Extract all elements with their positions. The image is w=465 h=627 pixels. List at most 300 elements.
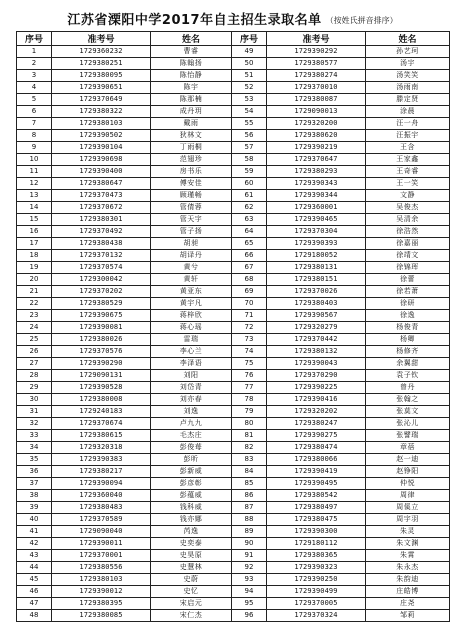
cell-name: 史奕泰 xyxy=(151,538,232,550)
cell-exam-number: 1729360232 xyxy=(52,46,151,58)
cell-index: 86 xyxy=(232,490,267,502)
cell-name: 彭新威 xyxy=(151,466,232,478)
cell-name: 徐嘉丽 xyxy=(366,238,450,250)
cell-name: 赵一迪 xyxy=(366,454,450,466)
cell-exam-number: 1729390290 xyxy=(52,358,151,370)
cell-index: 12 xyxy=(17,178,52,190)
table-row xyxy=(17,202,450,214)
cell-name: 宋仁杰 xyxy=(151,610,232,622)
cell-name: 杨修齐 xyxy=(366,346,450,358)
table-row xyxy=(17,82,450,94)
cell-name: 徐若萧 xyxy=(366,286,450,298)
cell-index: 1 xyxy=(17,46,52,58)
table-row xyxy=(17,502,450,514)
cell-exam-number: 1729360040 xyxy=(52,490,151,502)
cell-index: 34 xyxy=(17,442,52,454)
cell-exam-number: 1729390400 xyxy=(52,166,151,178)
cell-index: 51 xyxy=(232,70,267,82)
cell-exam-number: 1729380301 xyxy=(52,214,151,226)
header-exam-number-left: 准考号 xyxy=(52,32,151,46)
cell-index: 81 xyxy=(232,430,267,442)
cell-index: 91 xyxy=(232,550,267,562)
cell-exam-number: 1729390343 xyxy=(267,178,366,190)
cell-exam-number: 1729390393 xyxy=(267,238,366,250)
cell-exam-number: 1729380085 xyxy=(52,610,151,622)
cell-index: 37 xyxy=(17,478,52,490)
table-row xyxy=(17,250,450,262)
cell-name: 张翰之 xyxy=(366,394,450,406)
cell-exam-number: 1729380483 xyxy=(52,502,151,514)
cell-index: 75 xyxy=(232,358,267,370)
table-row xyxy=(17,526,450,538)
cell-exam-number: 1729390225 xyxy=(267,382,366,394)
cell-index: 35 xyxy=(17,454,52,466)
cell-exam-number: 1729370574 xyxy=(52,262,151,274)
cell-index: 48 xyxy=(17,610,52,622)
cell-exam-number: 1729390104 xyxy=(52,142,151,154)
cell-name: 汪振宇 xyxy=(366,130,450,142)
cell-name: 钱科威 xyxy=(151,502,232,514)
cell-index: 68 xyxy=(232,274,267,286)
cell-index: 71 xyxy=(232,310,267,322)
table-row xyxy=(17,466,450,478)
cell-exam-number: 1729390528 xyxy=(52,382,151,394)
cell-exam-number: 1729370649 xyxy=(52,94,151,106)
cell-exam-number: 1729370026 xyxy=(267,286,366,298)
table-row xyxy=(17,226,450,238)
cell-exam-number: 1729390081 xyxy=(52,322,151,334)
cell-name: 钱亦娜 xyxy=(151,514,232,526)
table-row xyxy=(17,286,450,298)
cell-index: 74 xyxy=(232,346,267,358)
cell-index: 76 xyxy=(232,370,267,382)
cell-exam-number: 1729390465 xyxy=(267,214,366,226)
cell-index: 56 xyxy=(232,130,267,142)
cell-index: 83 xyxy=(232,454,267,466)
cell-index: 84 xyxy=(232,466,267,478)
cell-index: 52 xyxy=(232,82,267,94)
title-row xyxy=(0,2,465,28)
table-row xyxy=(17,406,450,418)
cell-name: 朱韵迪 xyxy=(366,574,450,586)
cell-name: 刘逸 xyxy=(151,406,232,418)
cell-index: 15 xyxy=(17,214,52,226)
cell-name: 杨俊青 xyxy=(366,322,450,334)
cell-name: 陈宇 xyxy=(151,82,232,94)
cell-name: 刘亦春 xyxy=(151,394,232,406)
cell-index: 62 xyxy=(232,202,267,214)
cell-exam-number: 1729370304 xyxy=(267,226,366,238)
cell-name: 彭俊苺 xyxy=(151,442,232,454)
cell-exam-number: 1729390094 xyxy=(52,478,151,490)
cell-name: 徐浩然 xyxy=(366,226,450,238)
table-row xyxy=(17,430,450,442)
cell-exam-number: 1729380647 xyxy=(52,178,151,190)
cell-index: 45 xyxy=(17,574,52,586)
cell-exam-number: 1729380474 xyxy=(267,442,366,454)
cell-name: 傅安佳 xyxy=(151,178,232,190)
table-row xyxy=(17,574,450,586)
cell-name: 黄宇凡 xyxy=(151,298,232,310)
table-row xyxy=(17,298,450,310)
cell-name: 陈那楠 xyxy=(151,94,232,106)
cell-name: 汤雨南 xyxy=(366,82,450,94)
cell-index: 16 xyxy=(17,226,52,238)
header-index-right: 序号 xyxy=(232,32,267,46)
cell-exam-number: 1729390499 xyxy=(267,586,366,598)
cell-name: 徐研 xyxy=(366,298,450,310)
table-row xyxy=(17,94,450,106)
table-row xyxy=(17,514,450,526)
cell-name: 狄林文 xyxy=(151,130,232,142)
cell-exam-number: 1729390012 xyxy=(52,586,151,598)
cell-index: 13 xyxy=(17,190,52,202)
cell-exam-number: 1729380087 xyxy=(267,94,366,106)
cell-name: 彭蕴威 xyxy=(151,490,232,502)
cell-index: 27 xyxy=(17,358,52,370)
cell-index: 79 xyxy=(232,406,267,418)
cell-name: 袁子钦 xyxy=(366,370,450,382)
cell-index: 59 xyxy=(232,166,267,178)
cell-name: 周律 xyxy=(366,490,450,502)
cell-exam-number: 1729320200 xyxy=(267,118,366,130)
cell-index: 25 xyxy=(17,334,52,346)
cell-exam-number: 1729360001 xyxy=(267,202,366,214)
table-row xyxy=(17,130,450,142)
cell-index: 38 xyxy=(17,490,52,502)
cell-exam-number: 1729370473 xyxy=(52,190,151,202)
cell-exam-number: 1729390323 xyxy=(267,562,366,574)
cell-index: 77 xyxy=(232,382,267,394)
cell-index: 30 xyxy=(17,394,52,406)
cell-index: 40 xyxy=(17,514,52,526)
header-name-right: 姓名 xyxy=(366,32,450,46)
cell-exam-number: 1729380217 xyxy=(52,466,151,478)
table-row xyxy=(17,394,450,406)
cell-index: 21 xyxy=(17,286,52,298)
cell-name: 朱文渊 xyxy=(366,538,450,550)
cell-exam-number: 1729380529 xyxy=(52,298,151,310)
cell-exam-number: 1729380475 xyxy=(267,514,366,526)
cell-index: 49 xyxy=(232,46,267,58)
cell-name: 朱霄 xyxy=(366,550,450,562)
table-row xyxy=(17,538,450,550)
table-row xyxy=(17,274,450,286)
cell-exam-number: 1729370132 xyxy=(52,250,151,262)
cell-index: 65 xyxy=(232,238,267,250)
cell-exam-number: 1729390675 xyxy=(52,310,151,322)
cell-exam-number: 1729380008 xyxy=(52,394,151,406)
cell-name: 房书乐 xyxy=(151,166,232,178)
cell-name: 吴清余 xyxy=(366,214,450,226)
cell-exam-number: 1729380577 xyxy=(267,58,366,70)
cell-name: 史昊原 xyxy=(151,550,232,562)
cell-exam-number: 1729380322 xyxy=(52,106,151,118)
cell-name: 张譬瑞 xyxy=(366,430,450,442)
cell-index: 53 xyxy=(232,94,267,106)
cell-index: 5 xyxy=(17,94,52,106)
cell-name: 王一笑 xyxy=(366,178,450,190)
header-row xyxy=(17,32,450,46)
cell-name: 彭昕 xyxy=(151,454,232,466)
table-row xyxy=(17,610,450,622)
document-title: 江苏省溧阳中学2017年自主招生录取名单 xyxy=(67,13,322,28)
cell-name: 朱灵 xyxy=(366,526,450,538)
cell-exam-number: 1729380620 xyxy=(267,130,366,142)
cell-exam-number: 1729380365 xyxy=(267,550,366,562)
cell-name: 朱永杰 xyxy=(366,562,450,574)
cell-index: 90 xyxy=(232,538,267,550)
cell-index: 14 xyxy=(17,202,52,214)
cell-index: 39 xyxy=(17,502,52,514)
cell-exam-number: 1729390043 xyxy=(267,358,366,370)
cell-name: 胡译丹 xyxy=(151,250,232,262)
cell-index: 60 xyxy=(232,178,267,190)
cell-exam-number: 1729380438 xyxy=(52,238,151,250)
table-row xyxy=(17,70,450,82)
table-row xyxy=(17,190,450,202)
cell-index: 3 xyxy=(17,70,52,82)
cell-name: 汤宇 xyxy=(366,58,450,70)
table-row xyxy=(17,418,450,430)
cell-index: 95 xyxy=(232,598,267,610)
cell-exam-number: 1729180052 xyxy=(267,250,366,262)
table-row xyxy=(17,442,450,454)
cell-name: 庄尧 xyxy=(366,598,450,610)
table-row xyxy=(17,358,450,370)
cell-name: 杨卿 xyxy=(366,334,450,346)
table-row xyxy=(17,106,450,118)
cell-index: 2 xyxy=(17,58,52,70)
cell-exam-number: 1729390383 xyxy=(52,454,151,466)
header-exam-number-right: 准考号 xyxy=(267,32,366,46)
cell-exam-number: 1729370442 xyxy=(267,334,366,346)
table-row xyxy=(17,490,450,502)
cell-index: 42 xyxy=(17,538,52,550)
cell-name: 管天宇 xyxy=(151,214,232,226)
table-row xyxy=(17,214,450,226)
cell-exam-number: 1729370674 xyxy=(52,418,151,430)
cell-exam-number: 1729380497 xyxy=(267,502,366,514)
cell-name: 刘岱青 xyxy=(151,382,232,394)
cell-index: 63 xyxy=(232,214,267,226)
cell-name: 徐蕾 xyxy=(366,274,450,286)
cell-exam-number: 1729380403 xyxy=(267,298,366,310)
cell-name: 张莫文 xyxy=(366,406,450,418)
cell-name: 孙艺珂 xyxy=(366,46,450,58)
cell-index: 4 xyxy=(17,82,52,94)
cell-index: 43 xyxy=(17,550,52,562)
cell-index: 58 xyxy=(232,154,267,166)
cell-name: 邹莉 xyxy=(366,610,450,622)
cell-index: 64 xyxy=(232,226,267,238)
cell-name: 汤笑笑 xyxy=(366,70,450,82)
cell-name: 汪一舟 xyxy=(366,118,450,130)
cell-name: 周宇羽 xyxy=(366,514,450,526)
table-row xyxy=(17,46,450,58)
cell-name: 文静 xyxy=(366,190,450,202)
cell-name: 章蓓 xyxy=(366,442,450,454)
cell-name: 王奇睿 xyxy=(366,166,450,178)
cell-index: 19 xyxy=(17,262,52,274)
cell-exam-number: 1729390698 xyxy=(52,154,151,166)
cell-name: 史忆 xyxy=(151,586,232,598)
cell-index: 69 xyxy=(232,286,267,298)
cell-index: 6 xyxy=(17,106,52,118)
cell-index: 70 xyxy=(232,298,267,310)
cell-exam-number: 1729090013 xyxy=(267,106,366,118)
cell-name: 胡昶 xyxy=(151,238,232,250)
cell-name: 顾瑾畅 xyxy=(151,190,232,202)
table-row xyxy=(17,262,450,274)
table-row xyxy=(17,154,450,166)
cell-name: 管子扬 xyxy=(151,226,232,238)
cell-exam-number: 1729390219 xyxy=(267,142,366,154)
cell-index: 9 xyxy=(17,142,52,154)
cell-exam-number: 1729320318 xyxy=(52,442,151,454)
table-row xyxy=(17,166,450,178)
cell-name: 陈翰扬 xyxy=(151,58,232,70)
cell-name: 黄轩 xyxy=(151,274,232,286)
cell-name: 曾丹 xyxy=(366,382,450,394)
cell-exam-number: 1729390292 xyxy=(267,46,366,58)
table-row xyxy=(17,58,450,70)
table-row xyxy=(17,562,450,574)
cell-index: 44 xyxy=(17,562,52,574)
cell-index: 55 xyxy=(232,118,267,130)
cell-index: 23 xyxy=(17,310,52,322)
cell-index: 96 xyxy=(232,610,267,622)
cell-name: 成丹玥 xyxy=(151,106,232,118)
cell-index: 87 xyxy=(232,502,267,514)
table-row xyxy=(17,178,450,190)
cell-index: 22 xyxy=(17,298,52,310)
cell-exam-number: 1729380132 xyxy=(267,346,366,358)
cell-name: 芮逸 xyxy=(151,526,232,538)
cell-index: 85 xyxy=(232,478,267,490)
table-header xyxy=(17,32,450,46)
cell-name: 庄皓博 xyxy=(366,586,450,598)
table-row xyxy=(17,454,450,466)
cell-name: 徐逸 xyxy=(366,310,450,322)
cell-index: 93 xyxy=(232,574,267,586)
cell-exam-number: 1729390416 xyxy=(267,394,366,406)
cell-index: 72 xyxy=(232,322,267,334)
cell-exam-number: 1729390344 xyxy=(267,190,366,202)
cell-exam-number: 1729380151 xyxy=(267,274,366,286)
cell-exam-number: 1729370576 xyxy=(52,346,151,358)
cell-name: 滕定贤 xyxy=(366,94,450,106)
cell-exam-number: 1729240183 xyxy=(52,406,151,418)
cell-exam-number: 1729380251 xyxy=(52,58,151,70)
cell-name: 陈怡静 xyxy=(151,70,232,82)
cell-exam-number: 1729370647 xyxy=(267,154,366,166)
cell-name: 范翅珍 xyxy=(151,154,232,166)
document-subtitle: （按姓氏拼音排序） xyxy=(325,16,398,25)
cell-exam-number: 1729320279 xyxy=(267,322,366,334)
cell-exam-number: 1729380395 xyxy=(52,598,151,610)
cell-index: 20 xyxy=(17,274,52,286)
cell-name: 李泽语 xyxy=(151,358,232,370)
header-name-left: 姓名 xyxy=(151,32,232,46)
cell-exam-number: 1729370202 xyxy=(52,286,151,298)
cell-exam-number: 1729180112 xyxy=(267,538,366,550)
table-row xyxy=(17,334,450,346)
cell-exam-number: 1729380293 xyxy=(267,166,366,178)
cell-index: 57 xyxy=(232,142,267,154)
table-row xyxy=(17,238,450,250)
cell-index: 17 xyxy=(17,238,52,250)
cell-index: 29 xyxy=(17,382,52,394)
cell-index: 24 xyxy=(17,322,52,334)
cell-index: 32 xyxy=(17,418,52,430)
cell-exam-number: 1729390567 xyxy=(267,310,366,322)
cell-exam-number: 1729390275 xyxy=(267,430,366,442)
cell-index: 78 xyxy=(232,394,267,406)
cell-name: 彭彦彰 xyxy=(151,478,232,490)
cell-index: 36 xyxy=(17,466,52,478)
table-row xyxy=(17,550,450,562)
cell-name: 张沁儿 xyxy=(366,418,450,430)
cell-exam-number: 1729380095 xyxy=(52,70,151,82)
cell-exam-number: 1729390300 xyxy=(267,526,366,538)
cell-name: 黄兮 xyxy=(151,262,232,274)
cell-exam-number: 1729390502 xyxy=(52,130,151,142)
cell-index: 89 xyxy=(232,526,267,538)
admission-table xyxy=(16,31,450,622)
cell-exam-number: 1729370672 xyxy=(52,202,151,214)
cell-name: 吴俊杰 xyxy=(366,202,450,214)
cell-exam-number: 1729380103 xyxy=(52,118,151,130)
cell-exam-number: 1729370492 xyxy=(52,226,151,238)
table-row xyxy=(17,310,450,322)
cell-exam-number: 1729370001 xyxy=(52,550,151,562)
table-row xyxy=(17,346,450,358)
cell-index: 61 xyxy=(232,190,267,202)
cell-name: 雷瑞 xyxy=(151,334,232,346)
cell-exam-number: 1729380615 xyxy=(52,430,151,442)
cell-index: 8 xyxy=(17,130,52,142)
cell-name: 宋启元 xyxy=(151,598,232,610)
cell-index: 41 xyxy=(17,526,52,538)
cell-exam-number: 1729370290 xyxy=(267,370,366,382)
cell-index: 67 xyxy=(232,262,267,274)
table-row xyxy=(17,382,450,394)
cell-index: 10 xyxy=(17,154,52,166)
cell-exam-number: 1729380274 xyxy=(267,70,366,82)
cell-exam-number: 1729380542 xyxy=(267,490,366,502)
cell-name: 管倩蓉 xyxy=(151,202,232,214)
cell-exam-number: 1729390651 xyxy=(52,82,151,94)
cell-index: 33 xyxy=(17,430,52,442)
cell-exam-number: 1729370010 xyxy=(267,82,366,94)
cell-name: 戴雨 xyxy=(151,118,232,130)
table-row xyxy=(17,478,450,490)
cell-exam-number: 1729380026 xyxy=(52,334,151,346)
table-row xyxy=(17,370,450,382)
cell-index: 92 xyxy=(232,562,267,574)
cell-name: 刘阳 xyxy=(151,370,232,382)
cell-name: 李心兰 xyxy=(151,346,232,358)
table-row xyxy=(17,586,450,598)
cell-index: 26 xyxy=(17,346,52,358)
cell-name: 王家鑫 xyxy=(366,154,450,166)
cell-index: 94 xyxy=(232,586,267,598)
cell-index: 88 xyxy=(232,514,267,526)
cell-index: 47 xyxy=(17,598,52,610)
cell-exam-number: 1729370005 xyxy=(267,598,366,610)
cell-name: 史蔚 xyxy=(151,574,232,586)
